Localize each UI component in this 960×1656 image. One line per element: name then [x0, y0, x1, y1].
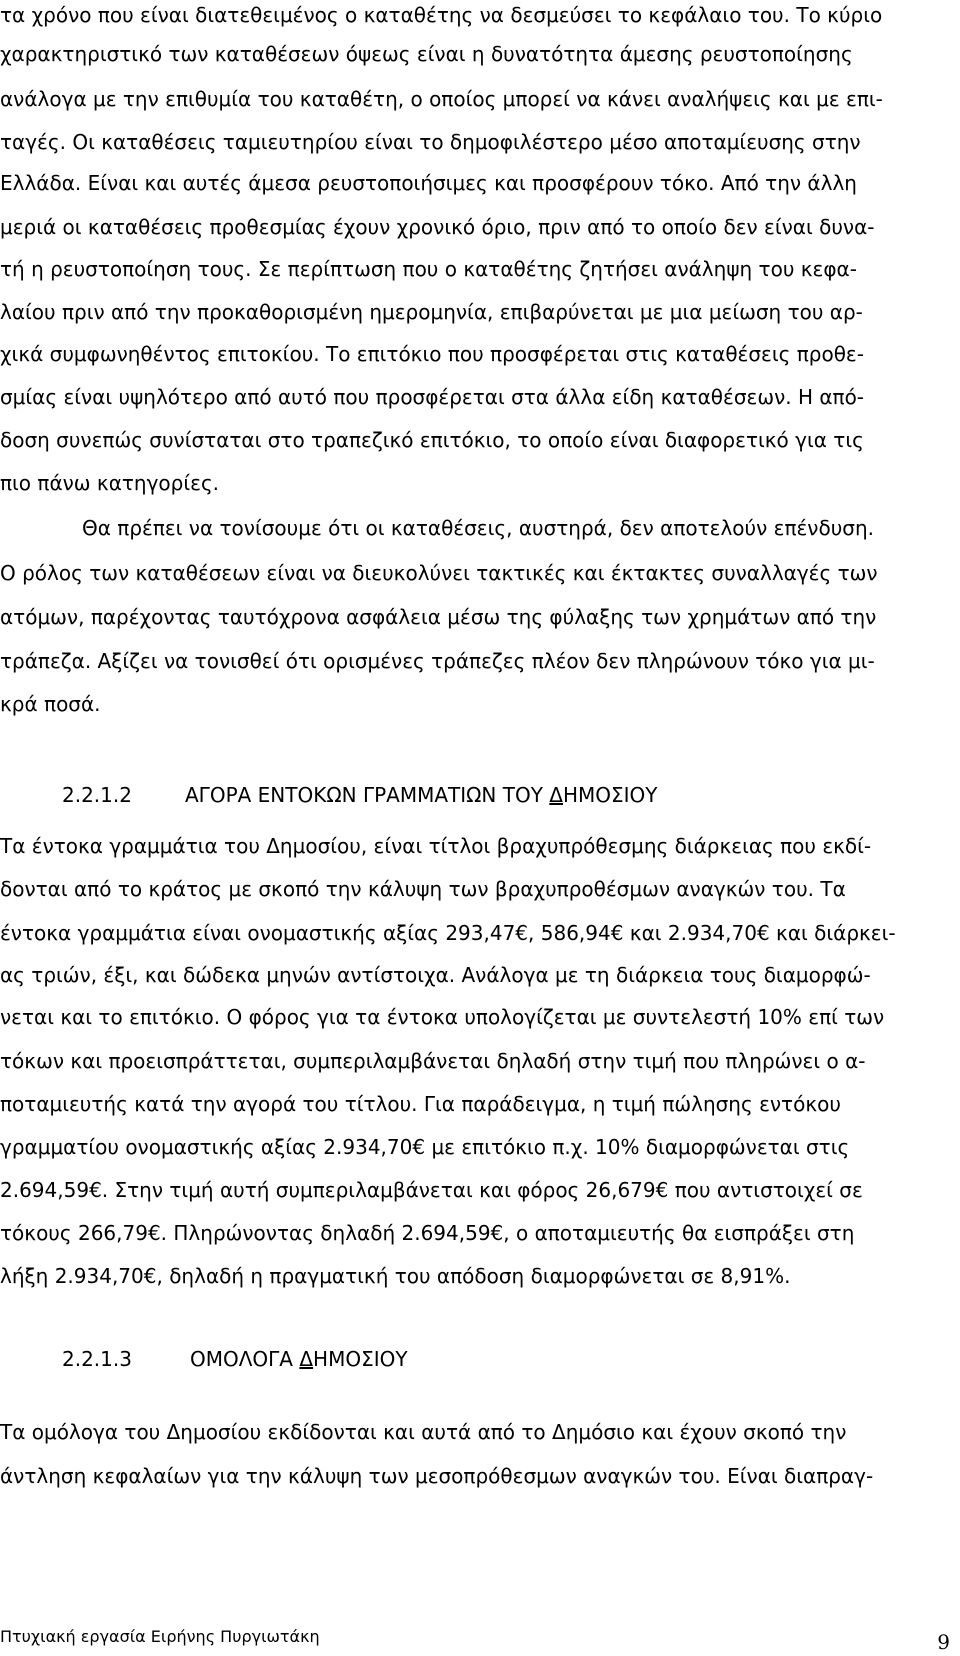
text-line: Τα ομόλογα του Δημοσίου εκδίδονται και αυτά από το Δημόσιο και έχουν σκοπό την — [0, 1420, 847, 1444]
section-title: ΑΓΟΡΑ ΕΝΤΟΚΩΝ ΓΡΑΜΜΑΤΙΩΝ ΤΟΥ ΔΗΜΟΣΙΟΥ — [185, 783, 658, 807]
text-line: τα χρόνο που είναι διατεθειμένος ο καταθέτης να δεσμεύσει το κεφάλαιο του. Το κύριο — [0, 3, 883, 27]
text-line: σμίας είναι υψηλότερο από αυτό που προσφέρεται στα άλλα είδη καταθέσεων. Η από- — [0, 385, 865, 409]
text-line: νεται και το επιτόκιο. Ο φόρος για τα έντοκα υπολογίζεται με συντελεστή 10% επί των — [0, 1005, 885, 1029]
text-line: γραμματίου ονομαστικής αξίας 2.934,70€ με επιτόκιο π.χ. 10% διαμορφώνεται στις — [0, 1135, 850, 1159]
text-line: λαίου πριν από την προκαθορισμένη ημερομηνία, επιβαρύνεται με μια μείωση του αρ- — [0, 300, 863, 324]
text-line: ταγές. Οι καταθέσεις ταμιευτηρίου είναι το δημοφιλέστερο μέσο αποταμίευσης στην — [0, 130, 861, 154]
text-line: Ο ρόλος των καταθέσεων είναι να διευκολύνει τακτικές και έκτακτες συναλλαγές των — [0, 561, 878, 585]
text-line: ατόμων, παρέχοντας ταυτόχρονα ασφάλεια μέσω της φύλαξης των χρημάτων από την — [0, 605, 877, 629]
footer-author: Πτυχιακή εργασία Ειρήνης Πυργιωτάκη — [0, 1627, 320, 1646]
section-title: ΟΜΟΛΟΓΑ ΔΗΜΟΣΙΟΥ — [190, 1347, 408, 1371]
text-line: ποταμιευτής κατά την αγορά του τίτλου. Για παράδειγμα, η τιμή πώλησης εντόκου — [0, 1092, 841, 1116]
text-line: Ελλάδα. Είναι και αυτές άμεσα ρευστοποιήσιμες και προσφέρουν τόκο. Από την άλλη — [0, 171, 857, 195]
text-line: ανάλογα με την επιθυμία του καταθέτη, ο οποίος μπορεί να κάνει αναλήψεις και με επι- — [0, 87, 883, 111]
section-number: 2.2.1.3 — [62, 1347, 132, 1371]
text-line: ας τριών, έξι, και δώδεκα μηνών αντίστοιχα. Ανάλογα με τη διάρκεια τους διαμορφώ- — [0, 963, 871, 987]
text-line: κρά ποσά. — [0, 692, 101, 716]
text-line: λήξη 2.934,70€, δηλαδή η πραγματική του απόδοση διαμορφώνεται σε 8,91%. — [0, 1264, 791, 1288]
text-line: πιο πάνω κατηγορίες. — [0, 471, 220, 495]
text-line: έντοκα γραμμάτια είναι ονομαστικής αξίας 293,47€, 586,94€ και 2.934,70€ και διάρκει- — [0, 921, 896, 945]
text-line: χικά συμφωνηθέντος επιτοκίου. Το επιτόκιο που προσφέρεται στις καταθέσεις προθε- — [0, 342, 864, 366]
text-line: τράπεζα. Αξίζει να τονισθεί ότι ορισμένες τράπεζες πλέον δεν πληρώνουν τόκο για μι- — [0, 649, 875, 673]
text-line: Τα έντοκα γραμμάτια του Δημοσίου, είναι τίτλοι βραχυπρόθεσμης διάρκειας που εκδί- — [0, 834, 872, 858]
text-line: τόκων και προεισπράττεται, συμπεριλαμβάνεται δηλαδή στην τιμή που πληρώνει ο α- — [0, 1049, 866, 1073]
text-line: δονται από το κράτος με σκοπό την κάλυψη των βραχυπροθέσμων αναγκών του. Τα — [0, 877, 846, 901]
section-number: 2.2.1.2 — [62, 783, 132, 807]
text-line: μεριά οι καταθέσεις προθεσμίας έχουν χρονικό όριο, πριν από το οποίο δεν είναι δυνα- — [0, 215, 875, 239]
text-line: άντληση κεφαλαίων για την κάλυψη των μεσοπρόθεσμων αναγκών του. Είναι διαπραγ- — [0, 1464, 874, 1488]
text-line: 2.694,59€. Στην τιμή αυτή συμπεριλαμβάνεται και φόρος 26,679€ που αντιστοιχεί σε — [0, 1178, 863, 1202]
text-line: τή η ρευστοποίηση τους. Σε περίπτωση που ο καταθέτης ζητήσει ανάληψη του κεφα- — [0, 257, 857, 281]
page-number: 9 — [937, 1630, 950, 1654]
text-line: χαρακτηριστικό των καταθέσεων όψεως είναι η δυνατότητα άμεσης ρευστοποίησης — [0, 42, 853, 66]
text-line: τόκους 266,79€. Πληρώνοντας δηλαδή 2.694,59€, ο αποταμιευτής θα εισπράξει στη — [0, 1221, 855, 1245]
text-line: Θα πρέπει να τονίσουμε ότι οι καταθέσεις, αυστηρά, δεν αποτελούν επένδυση. — [82, 516, 874, 540]
text-line: δοση συνεπώς συνίσταται στο τραπεζικό επιτόκιο, το οποίο είναι διαφορετικό για τις — [0, 428, 864, 452]
